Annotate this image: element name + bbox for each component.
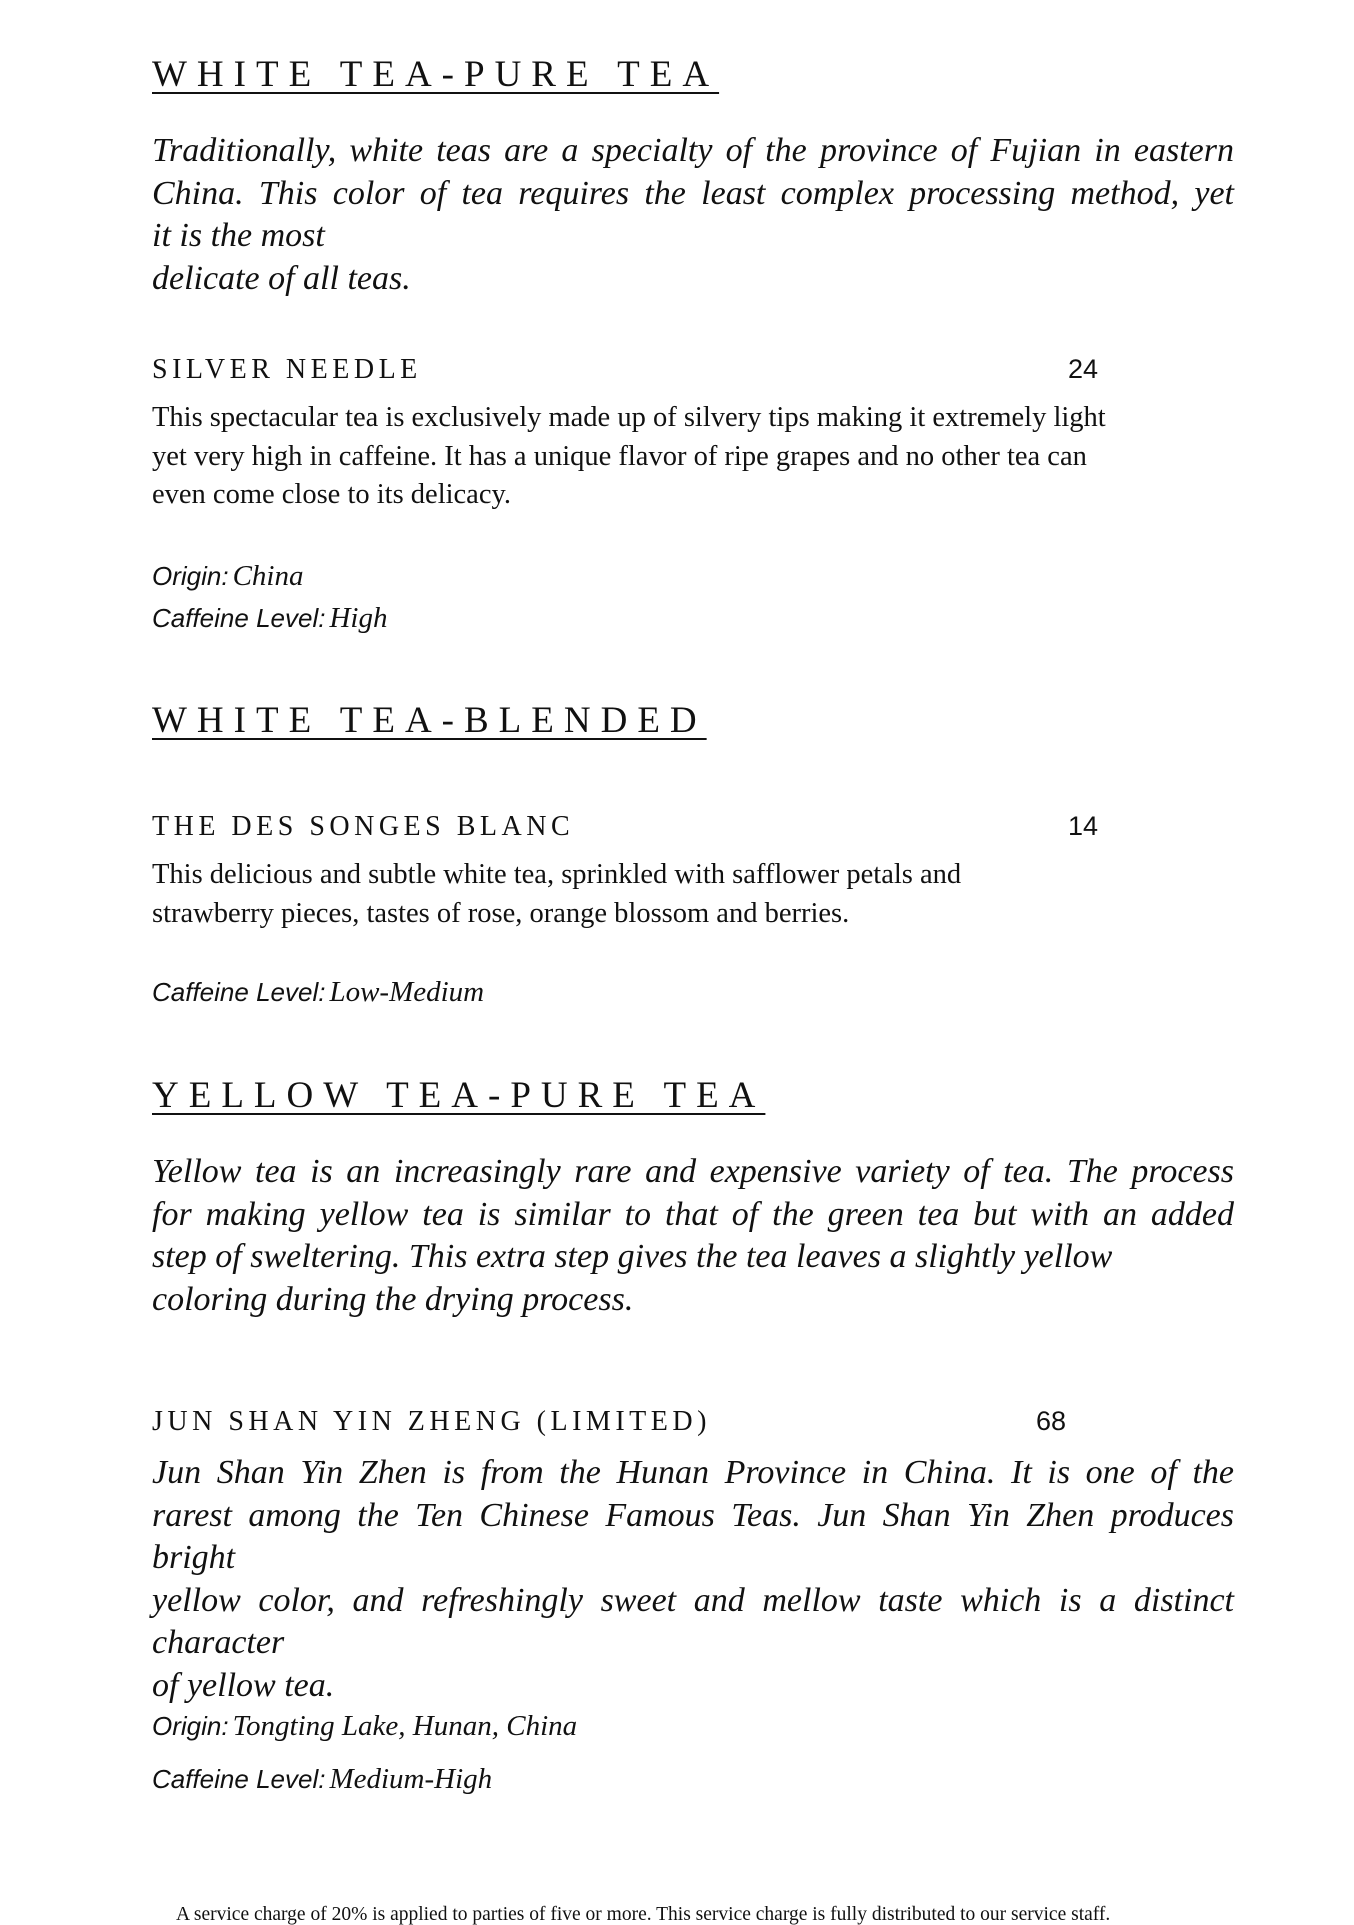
origin-value: Tongting Lake, Hunan, China [232,1710,578,1742]
description-line: of yellow tea. [152,1666,335,1704]
origin-label: Origin: [152,561,229,591]
item-origin-jun-shan-yin-zheng [152,1712,577,1741]
intro-line: China. This color of tea requires the least complex processing method, yet [152,174,1234,212]
item-caffeine-des-songes-blanc [152,978,484,1007]
section-title-yellow-pure: YELLOW TEA-PURE TEA [152,1075,766,1116]
item-caffeine-silver-needle [152,604,387,633]
intro-line: for making yellow tea is similar to that of the green tea but with an added [152,1195,1234,1233]
intro-line: it is the most [152,217,325,254]
description-line: even come close to its delicacy. [152,479,512,510]
section-title-white-blended: WHITE TEA-BLENDED [152,700,707,741]
item-description-jun-shan-yin-zheng [152,1452,1234,1707]
item-price-des-songes-blanc: 14 [1068,811,1099,841]
item-description-des-songes-blanc [152,856,961,933]
intro-line: Yellow tea is an increasingly rare and expensive variety of tea. The process [152,1153,1234,1190]
caffeine-value: Medium-High [329,1763,493,1795]
description-line: strawberry pieces, tastes of rose, orange blossom and berries. [152,897,850,929]
section-intro-white-pure [152,130,1234,300]
description-line: character [152,1624,285,1661]
intro-line: delicate of all teas. [152,259,411,297]
description-line: This spectacular tea is exclusively made up of silvery tips making it extremely light [152,402,1106,433]
item-name-silver-needle: SILVER NEEDLE [152,354,422,385]
item-caffeine-jun-shan-yin-zheng [152,1765,492,1794]
description-line: Jun Shan Yin Zhen is from the Hunan Province in China. It is one of the [152,1454,1234,1491]
caffeine-label: Caffeine Level: [152,1764,326,1794]
item-name-des-songes-blanc: THE DES SONGES BLANC [152,811,575,842]
caffeine-label: Caffeine Level: [152,977,326,1007]
origin-value: China [232,560,304,592]
caffeine-value: High [329,602,388,634]
section-title-white-pure: WHITE TEA-PURE TEA [152,54,720,95]
item-description-silver-needle [152,399,1106,515]
description-line: yet very high in caffeine. It has a unique flavor of ripe grapes and no other tea can [152,440,1087,472]
origin-label: Origin: [152,1711,229,1741]
intro-line: step of sweltering. This extra step gives the tea leaves a slightly yellow [152,1238,1113,1275]
item-price-silver-needle: 24 [1068,354,1099,384]
caffeine-value: Low-Medium [329,976,485,1008]
description-line: bright [152,1539,236,1576]
section-intro-yellow-pure [152,1151,1234,1321]
description-line: rarest among the Ten Chinese Famous Teas. Jun Shan Yin Zhen produces [152,1496,1234,1534]
description-line: yellow color, and refreshingly sweet and mellow taste which is a distinct [152,1581,1234,1619]
service-charge-footer: A service charge of 20% is applied to parties of five or more. This service charge is fully distributed to our service staff. [176,1904,1111,1925]
item-name-jun-shan-yin-zheng: JUN SHAN YIN ZHENG (LIMITED) [152,1406,711,1437]
tea-menu-page [152,0,1232,1920]
caffeine-label: Caffeine Level: [152,603,326,633]
description-line: This delicious and subtle white tea, sprinkled with safflower petals and [152,859,962,890]
intro-line: Traditionally, white teas are a specialty of the province of Fujian in eastern [152,132,1234,169]
item-price-jun-shan-yin-zheng: 68 [1036,1406,1067,1436]
item-origin-silver-needle [152,562,303,591]
intro-line: coloring during the drying process. [152,1280,634,1318]
